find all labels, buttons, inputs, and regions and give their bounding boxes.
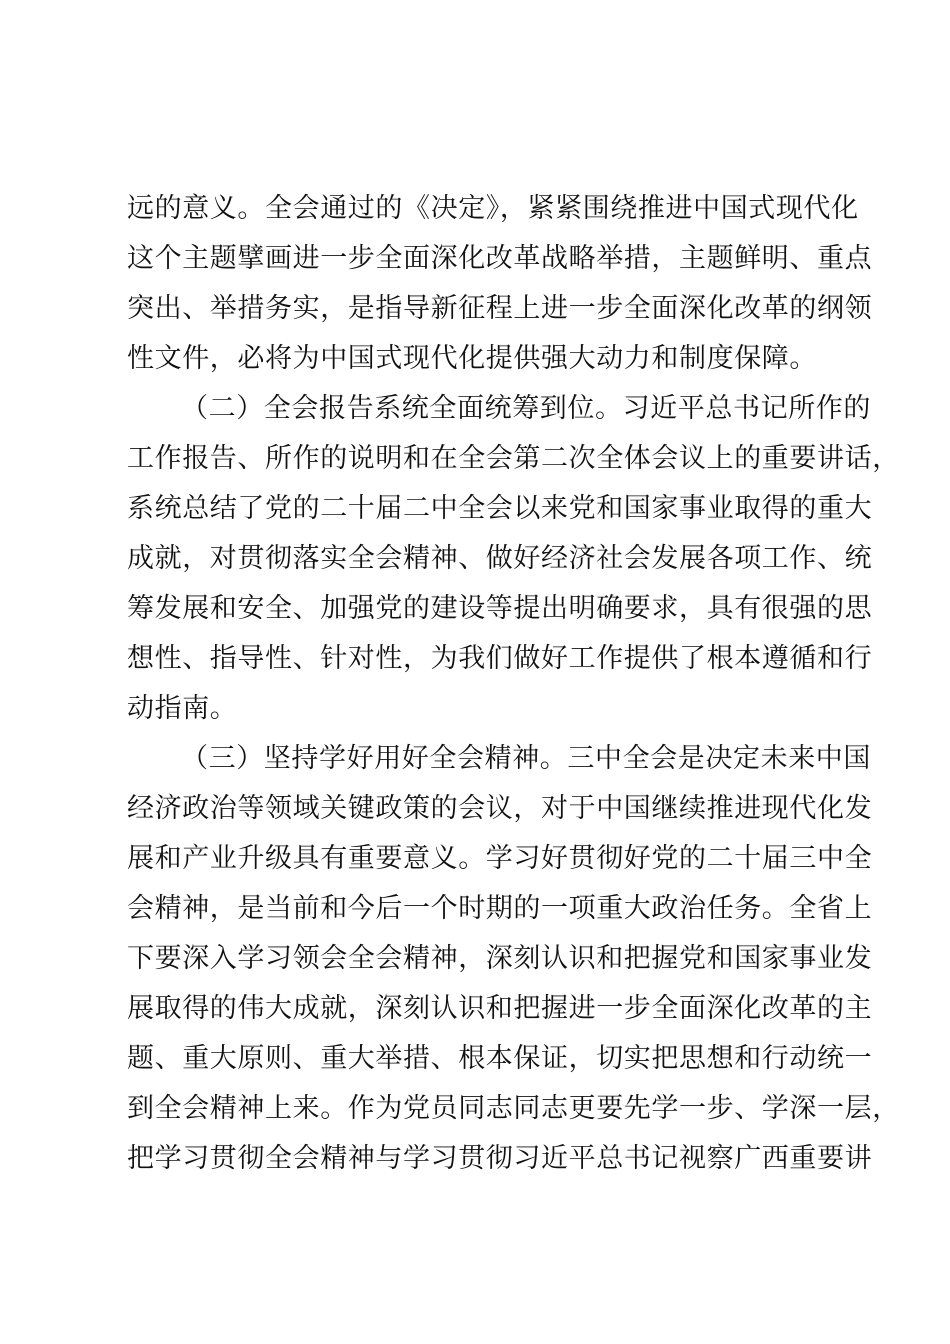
text-line: 下要深入学习领会全会精神，深刻认识和把握党和国家事业发: [127, 943, 873, 974]
text-line: 到全会精神上来。作为党员同志同志更要先学一步、学深一层，: [127, 1093, 900, 1124]
section-heading-line: （三）坚持学好用好全会精神。三中全会是决定未来中国: [181, 743, 871, 774]
text-line: 系统总结了党的二十届二中全会以来党和国家事业取得的重大: [127, 493, 873, 524]
text-line: 会精神，是当前和今后一个时期的一项重大政治任务。全省上: [127, 893, 873, 924]
text-line: 动指南。: [127, 693, 238, 724]
text-line: 工作报告、所作的说明和在全会第二次全体会议上的重要讲话，: [127, 443, 900, 474]
text-line: 经济政治等领域关键政策的会议，对于中国继续推进现代化发: [127, 793, 873, 824]
text-line: 展和产业升级具有重要意义。学习好贯彻好党的二十届三中全: [127, 843, 873, 874]
text-line: 远的意义。全会通过的《决定》，紧紧围绕推进中国式现代化: [127, 193, 859, 224]
text-line: 性文件，必将为中国式现代化提供强大动力和制度保障。: [127, 343, 817, 374]
body-text: [127, 184, 900, 1184]
text-line: 成就，对贯彻落实全会精神、做好经济社会发展各项工作、统: [127, 543, 873, 574]
text-line: 题、重大原则、重大举措、根本保证，切实把思想和行动统一: [127, 1043, 873, 1074]
text-line: 筹发展和安全、加强党的建设等提出明确要求，具有很强的思: [127, 593, 873, 624]
text-line: 想性、指导性、针对性，为我们做好工作提供了根本遵循和行: [127, 643, 873, 674]
text-line: 展取得的伟大成就，深刻认识和把握进一步全面深化改革的主: [127, 993, 873, 1024]
section-heading-line: （二）全会报告系统全面统筹到位。习近平总书记所作的: [181, 393, 871, 424]
text-line: 这个主题擘画进一步全面深化改革战略举措，主题鲜明、重点: [127, 243, 873, 274]
text-line: 把学习贯彻全会精神与学习贯彻习近平总书记视察广西重要讲: [127, 1143, 873, 1174]
text-line: 突出、举措务实，是指导新征程上进一步全面深化改革的纲领: [127, 293, 873, 324]
